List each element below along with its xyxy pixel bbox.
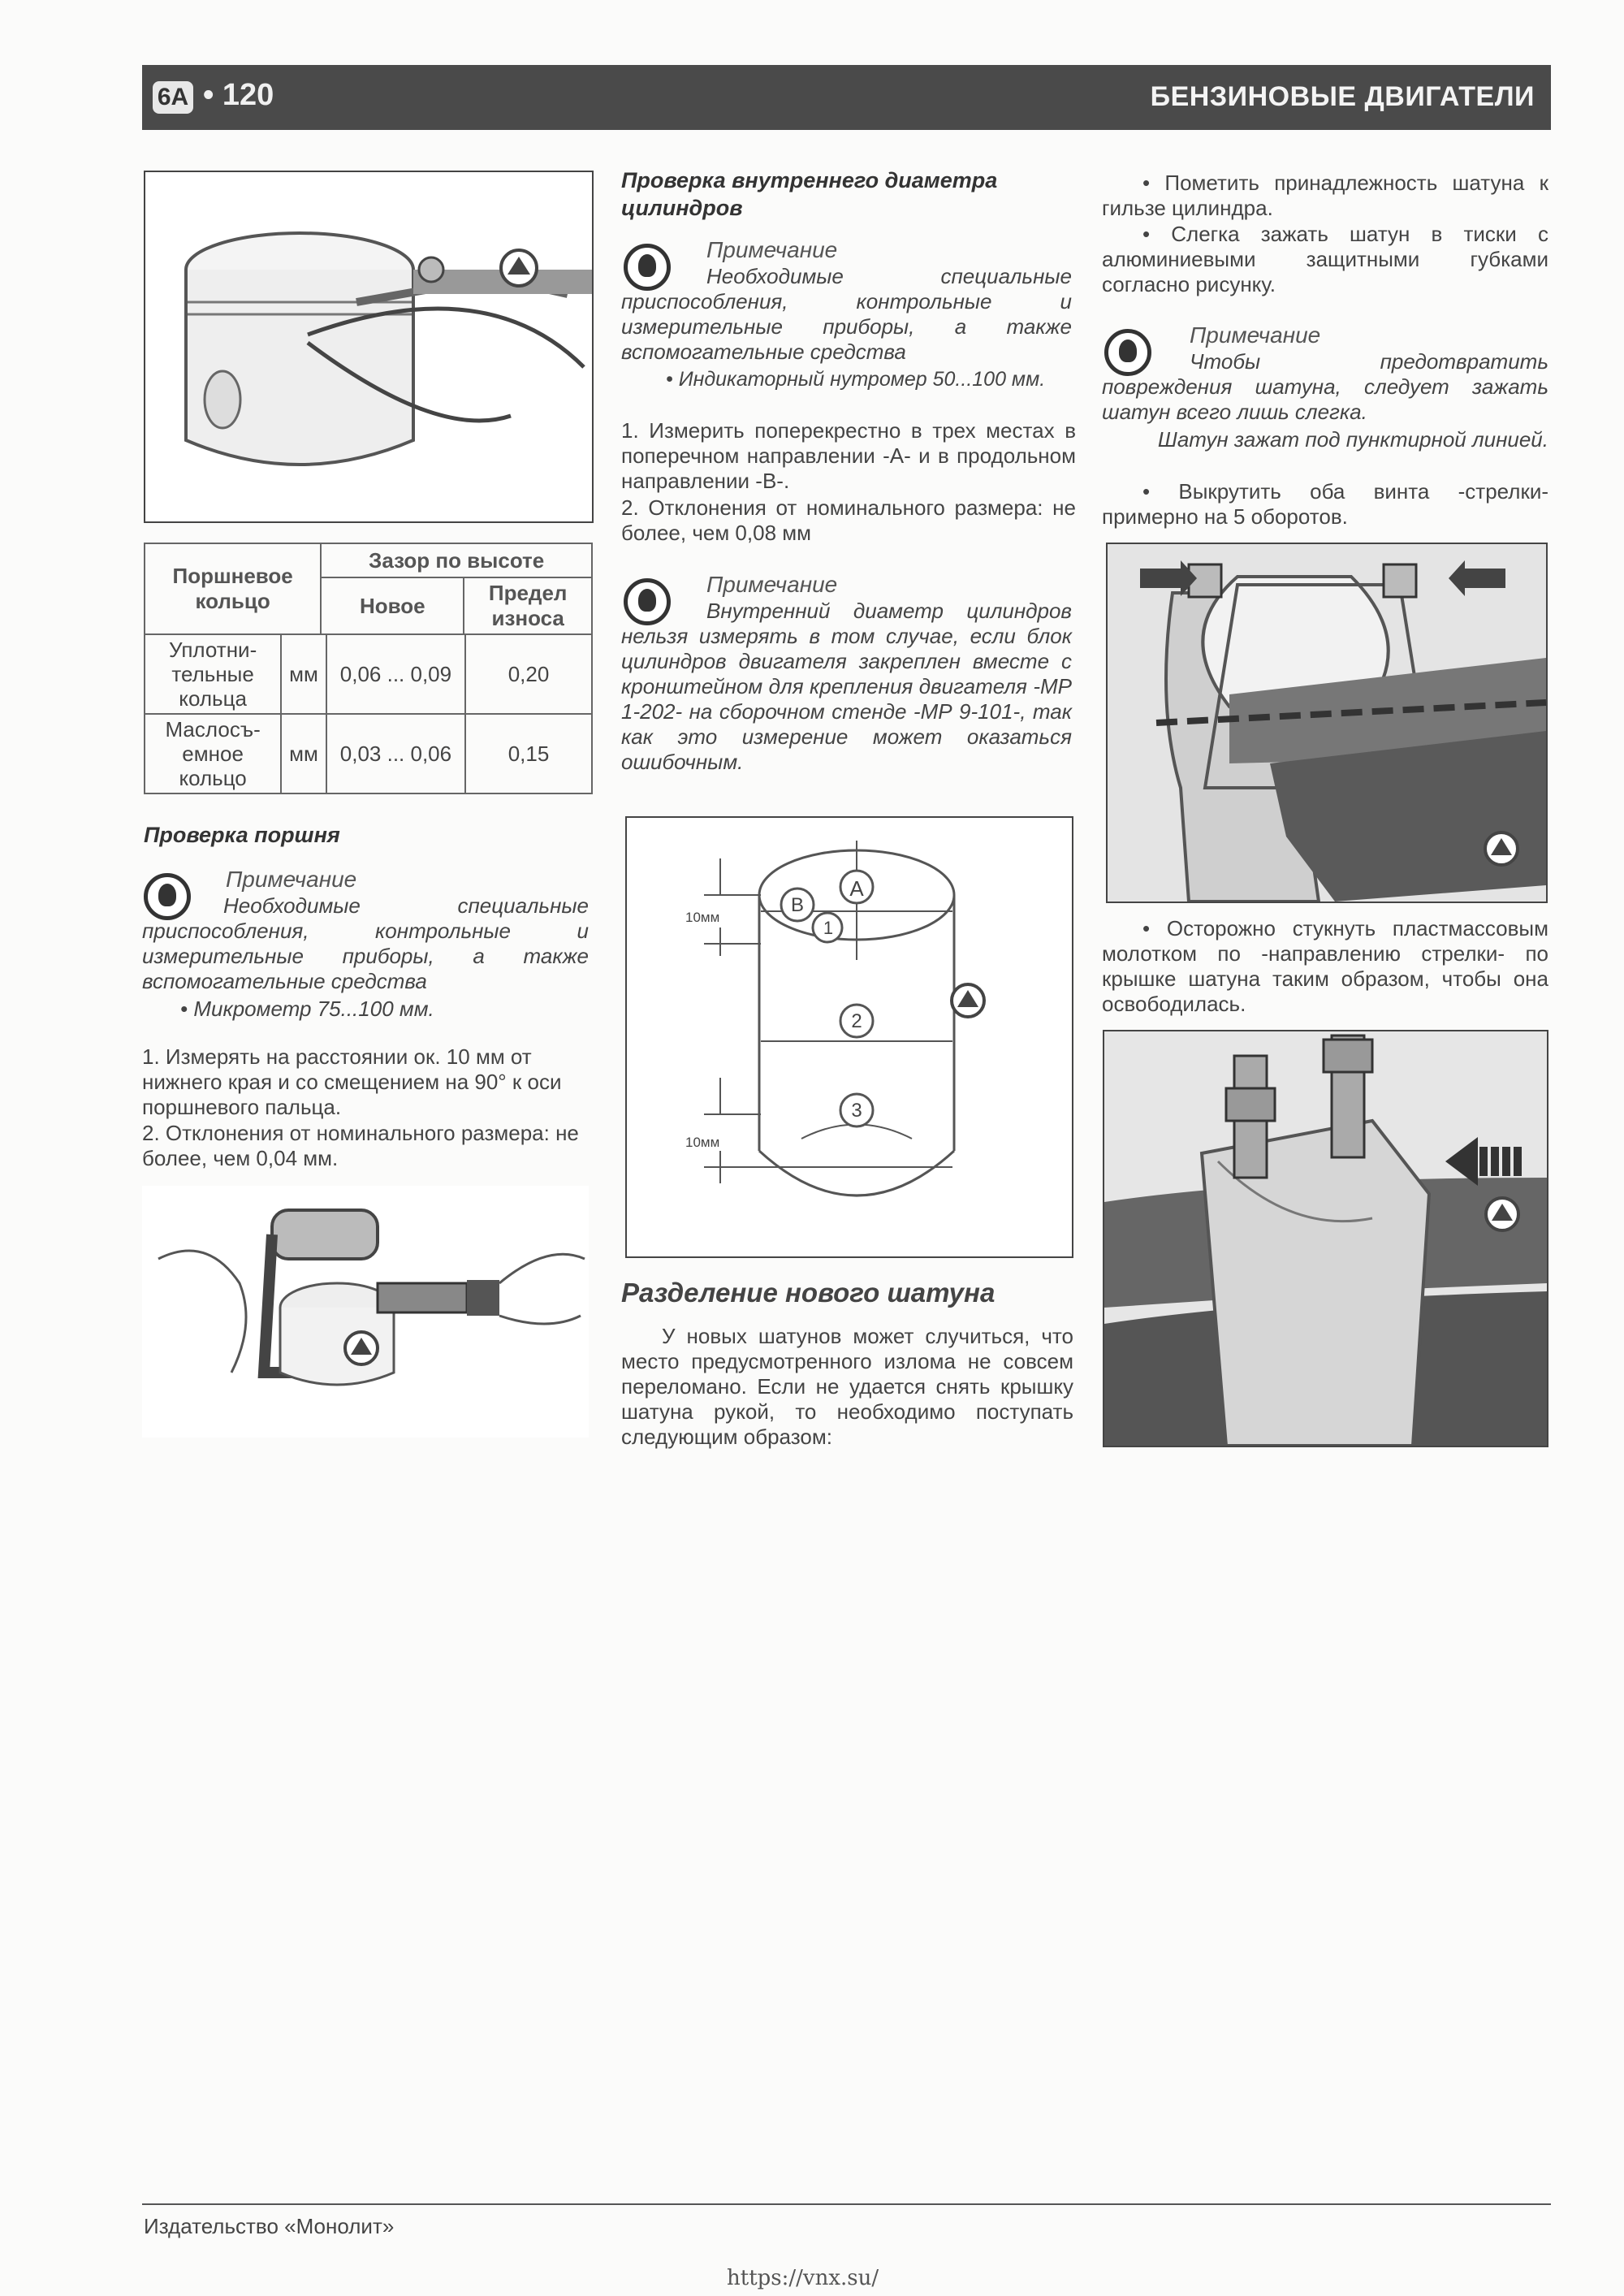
bullet-1: • Пометить принадлежность шатуна к гильзе цилиндра. — [1102, 171, 1548, 220]
cylinder-measurement-diagram — [625, 816, 1073, 1258]
label-b: B — [790, 894, 804, 916]
micrometer-illustration — [142, 1186, 589, 1438]
note-title: Примечание — [226, 867, 357, 892]
piston-ring-table — [144, 543, 593, 794]
note-text: Внутренний диаметр цилиндров нельзя измерять в том случае, если блок цилиндров двигателя закреплен вместе с кронштейном для крепления двигателя -МР 1-202- на сборочном стенде -МР 9-101-, так как это измерение может оказаться ошибочным. — [621, 599, 1072, 774]
table-header-ring: Поршневое кольцо — [145, 543, 321, 634]
label-2: 2 — [851, 1010, 862, 1032]
table-row: Маслосъ-емное кольцо мм 0,03 ... 0,06 0,15 — [145, 714, 592, 793]
note-title: Примечание — [706, 572, 838, 597]
footer-rule — [142, 2203, 1551, 2205]
step-2: 2. Отклонения от номинального размера: не более, чем 0,08 мм — [621, 495, 1076, 545]
note-text: Необходимые специальные приспособления, контрольные и измерительные приборы, а также вспомогательные средства — [142, 893, 589, 993]
page-number: • 120 — [203, 78, 274, 112]
table-header-limit: Предел износа — [464, 577, 592, 634]
label-1: 1 — [823, 918, 834, 938]
note-text: Чтобы предотвратить повреждения шатуна, следует зажать шатун всего лишь слегка. — [1102, 349, 1548, 424]
chapter-badge: 6A — [153, 81, 193, 114]
table-header-new: Новое — [321, 577, 464, 634]
table-row: Уплотни-тельные кольца мм 0,06 ... 0,09 0,20 — [145, 634, 592, 714]
table-header-gap: Зазор по высоте — [321, 543, 592, 577]
dimension-bottom: 10мм — [685, 1135, 720, 1150]
section-title: БЕНЗИНОВЫЕ ДВИГАТЕЛИ — [1150, 81, 1535, 112]
dimension-top: 10мм — [685, 910, 720, 925]
bullet-2: • Слегка зажать шатун в тиски с алюминиевыми защитными губками согласно рисунку. — [1102, 222, 1548, 296]
heading-piston-check: Проверка поршня — [144, 823, 340, 847]
piston-ring-gap-illustration — [144, 171, 594, 523]
label-a: A — [849, 876, 864, 901]
subheading-new-rod: Разделение нового шатуна — [621, 1278, 996, 1308]
step-2: 2. Отклонения от номинального размера: не более, чем 0,04 мм. — [142, 1121, 579, 1170]
connecting-rod-vise-photo — [1106, 543, 1548, 903]
footer-url[interactable]: https://vnx.su/ — [727, 2266, 879, 2290]
note-text: Необходимые специальные приспособления, контрольные и измерительные приборы, а также вспомогательные средства — [621, 264, 1072, 364]
note-title: Примечание — [706, 237, 838, 262]
label-3: 3 — [851, 1100, 862, 1122]
note-extra: Шатун зажат под пунктирной линией. — [1157, 427, 1548, 452]
heading-cylinder-check: Проверка внутреннего диаметра цилиндров — [621, 168, 998, 220]
bullet-4: • Осторожно стукнуть пластмассовым молотком по -направлению стрелки- по крышке шатуна таким образом, чтобы она освободилась. — [1102, 916, 1548, 1016]
note-title: Примечание — [1190, 322, 1321, 348]
step-1: 1. Измерить поперекрестно в трех местах в поперечном направлении -А- и в продольном направлении -В-. — [621, 418, 1076, 493]
bullet-3: • Выкрутить оба винта -стрелки- примерно на 5 оборотов. — [1102, 479, 1548, 529]
paragraph-new-rod: У новых шатунов может случиться, что место предусмотренного излома не совсем переломано. Если не удается снять крышку шатуна рукой, то необходимо поступать следующим образом: — [621, 1324, 1073, 1449]
step-1: 1. Измерять на расстоянии ок. 10 мм от нижнего края и со смещением на 90° к оси поршневого пальца. — [142, 1044, 562, 1119]
note-bullet: • Микрометр 75...100 мм. — [180, 997, 434, 1021]
footer-publisher: Издательство «Монолит» — [144, 2214, 395, 2238]
note-bullet: • Индикаторный нутромер 50...100 мм. — [666, 368, 1046, 391]
connecting-rod-hammer-photo — [1103, 1030, 1548, 1447]
